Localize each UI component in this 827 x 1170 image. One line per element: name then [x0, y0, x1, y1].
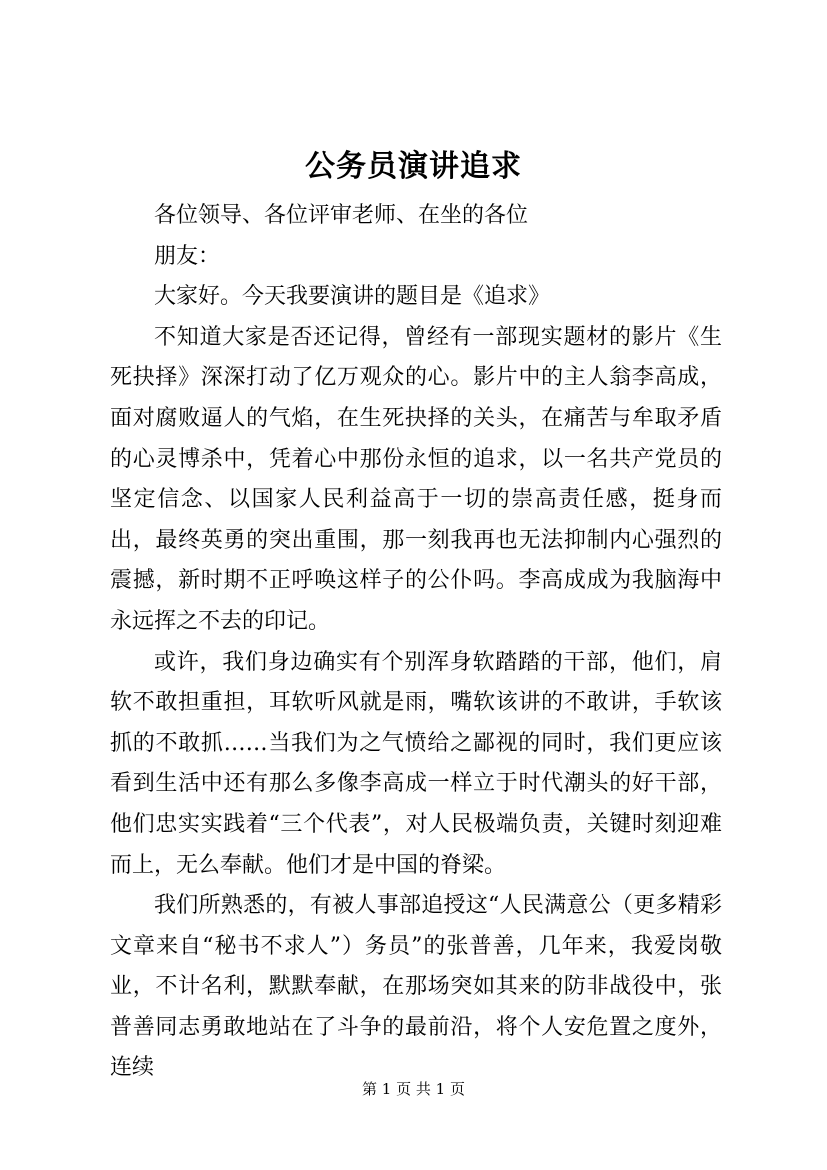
paragraph-cadres: 或许，我们身边确实有个别浑身软踏踏的干部，他们，肩软不敢担重担，耳软听风就是雨，嘴软该讲的不敢讲，手软该抓的不敢抓……当我们为之气愤给之鄙视的同时，我们更应该看到生活中还有那么多像李高成一样立于时代潮头的好干部，他们忠实实践着“三个代表”，对人民极端负责，关键时刻迎难而上，无么奉献。他们才是中国的脊梁。 [110, 649, 722, 878]
paragraph-example: 我们所熟悉的，有被人事部追授这“人民满意公（更多精彩文章来自“秘书不求人”）务员”的张普善，几年来，我爱岗敬业，不计名利，默默奉献，在那场突如其来的防非战役中，张普善同志勇敢地站在了斗争的最前沿，将个人安危置之度外，连续 [110, 893, 722, 1081]
paragraph-greeting-continued: 朋友： [154, 243, 221, 269]
page-footer: 第 1 页 共 1 页 [362, 1080, 465, 1098]
paragraph-greeting: 各位领导、各位评审老师、在坐的各位 [154, 203, 529, 228]
document-title: 公务员演讲追求 [305, 149, 522, 184]
document-body [110, 196, 722, 1089]
paragraph-intro: 大家好。今天我要演讲的题目是《追求》 [154, 284, 551, 310]
paragraph-film: 不知道大家是否还记得，曾经有一部现实题材的影片《生死抉择》深深打动了亿万观众的心。影片中的主人翁李高成，面对腐败逼人的气焰，在生死抉择的关头，在痛苦与牟取矛盾的心灵博杀中，凭着心中那份永恒的追求，以一名共产党员的坚定信念、以国家人民利益高于一切的崇高责任感，挺身而出，最终英勇的突出重围，那一刻我再也无法抑制内心强烈的震撼，新时期不正呼唤这样子的公仆吗。李高成成为我脑海中永远挥之不去的印记。 [110, 324, 722, 634]
